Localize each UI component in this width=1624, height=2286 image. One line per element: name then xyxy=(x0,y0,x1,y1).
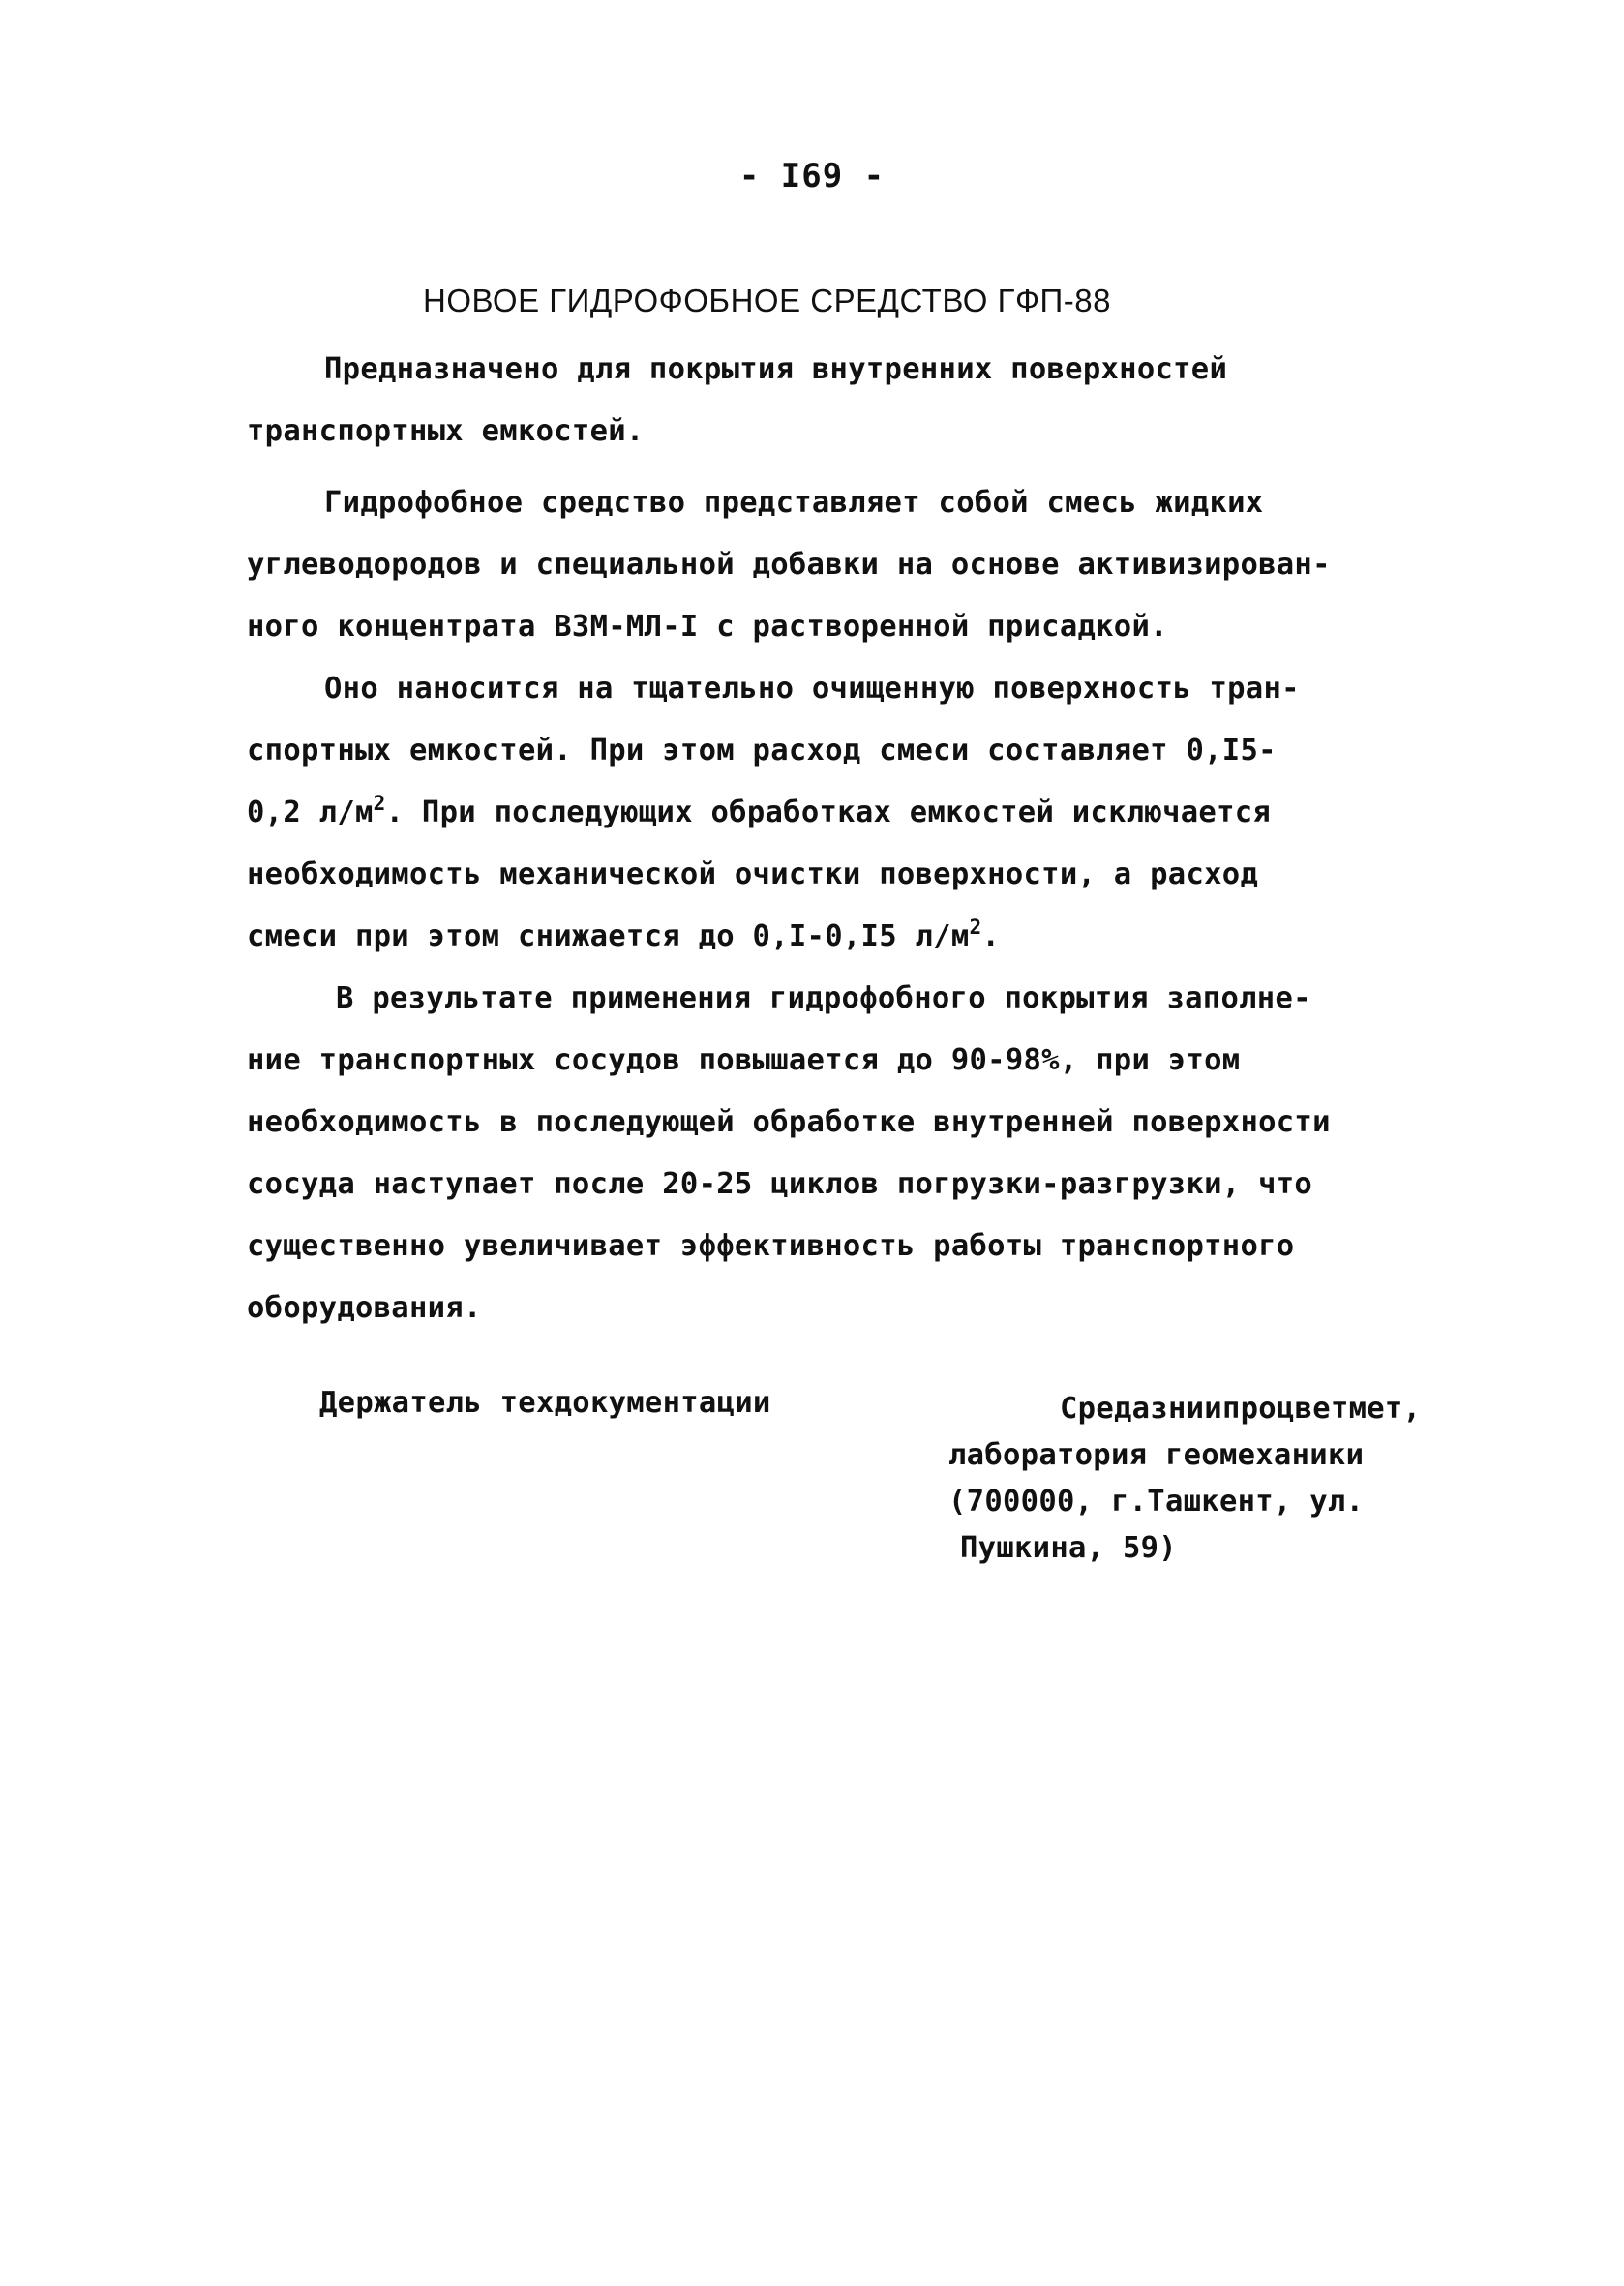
paragraph-4 xyxy=(247,968,1447,1339)
paragraph-3 xyxy=(247,658,1447,968)
paragraph-line: ного концентрата ВЗМ-МЛ-I с растворенной присадкой. xyxy=(247,610,1168,644)
document-title: НОВОЕ ГИДРОФОБНОЕ СРЕДСТВО ГФП-88 xyxy=(423,283,1111,318)
paragraph-line: сосуда наступает после 20-25 циклов погрузки-разгрузки, что xyxy=(247,1167,1313,1201)
page-number: - I69 - xyxy=(738,157,886,196)
paragraph-line: Гидрофобное средство представляет собой смесь жидких xyxy=(324,486,1264,520)
documentation-holder-label: Держатель техдокументации xyxy=(319,1386,771,1420)
paragraph-line-with-superscript xyxy=(247,782,1447,844)
paragraph-line: В результате применения гидрофобного покрытия заполне- xyxy=(336,981,1311,1015)
address-line: лаборатория геомеханики xyxy=(948,1438,1365,1472)
paragraph-line: транспортных емкостей. xyxy=(247,414,645,448)
line-text: смеси при этом снижается до 0,I-0,I5 л/м xyxy=(247,919,970,953)
line-text: . При последующих обработках емкостей исключается xyxy=(385,796,1272,829)
address-line: (700000, г.Ташкент, ул. xyxy=(948,1485,1365,1519)
paragraph-line: спортных емкостей. При этом расход смеси составляет 0,I5- xyxy=(247,734,1277,767)
superscript: 2 xyxy=(969,916,982,939)
paragraph-line: необходимость механической очистки поверхности, а расход xyxy=(247,857,1259,891)
superscript: 2 xyxy=(373,792,386,815)
paragraph-1 xyxy=(247,339,1447,463)
paragraph-line: Предназначено для покрытия внутренних поверхностей xyxy=(324,352,1228,386)
line-text: . xyxy=(981,919,1001,953)
paragraph-line: Оно наносится на тщательно очищенную поверхность тран- xyxy=(324,672,1300,706)
paragraph-line: существенно увеличивает эффективность работы транспортного xyxy=(247,1229,1295,1263)
paragraph-2 xyxy=(247,472,1447,658)
address-line: Пушкина, 59) xyxy=(960,1531,1177,1565)
paragraph-line: углеводородов и специальной добавки на основе активизирован- xyxy=(247,548,1331,582)
address-line: Средазниипроцветмет, xyxy=(1060,1392,1422,1426)
paragraph-line: оборудования. xyxy=(247,1291,482,1325)
paragraph-line: необходимость в последующей обработке внутренней поверхности xyxy=(247,1105,1331,1139)
paragraph-line: ние транспортных сосудов повышается до 90-98%, при этом xyxy=(247,1043,1241,1077)
paragraph-line-with-superscript xyxy=(247,906,1447,968)
line-text: 0,2 л/м xyxy=(247,796,374,829)
holder-address xyxy=(948,1386,1421,1572)
